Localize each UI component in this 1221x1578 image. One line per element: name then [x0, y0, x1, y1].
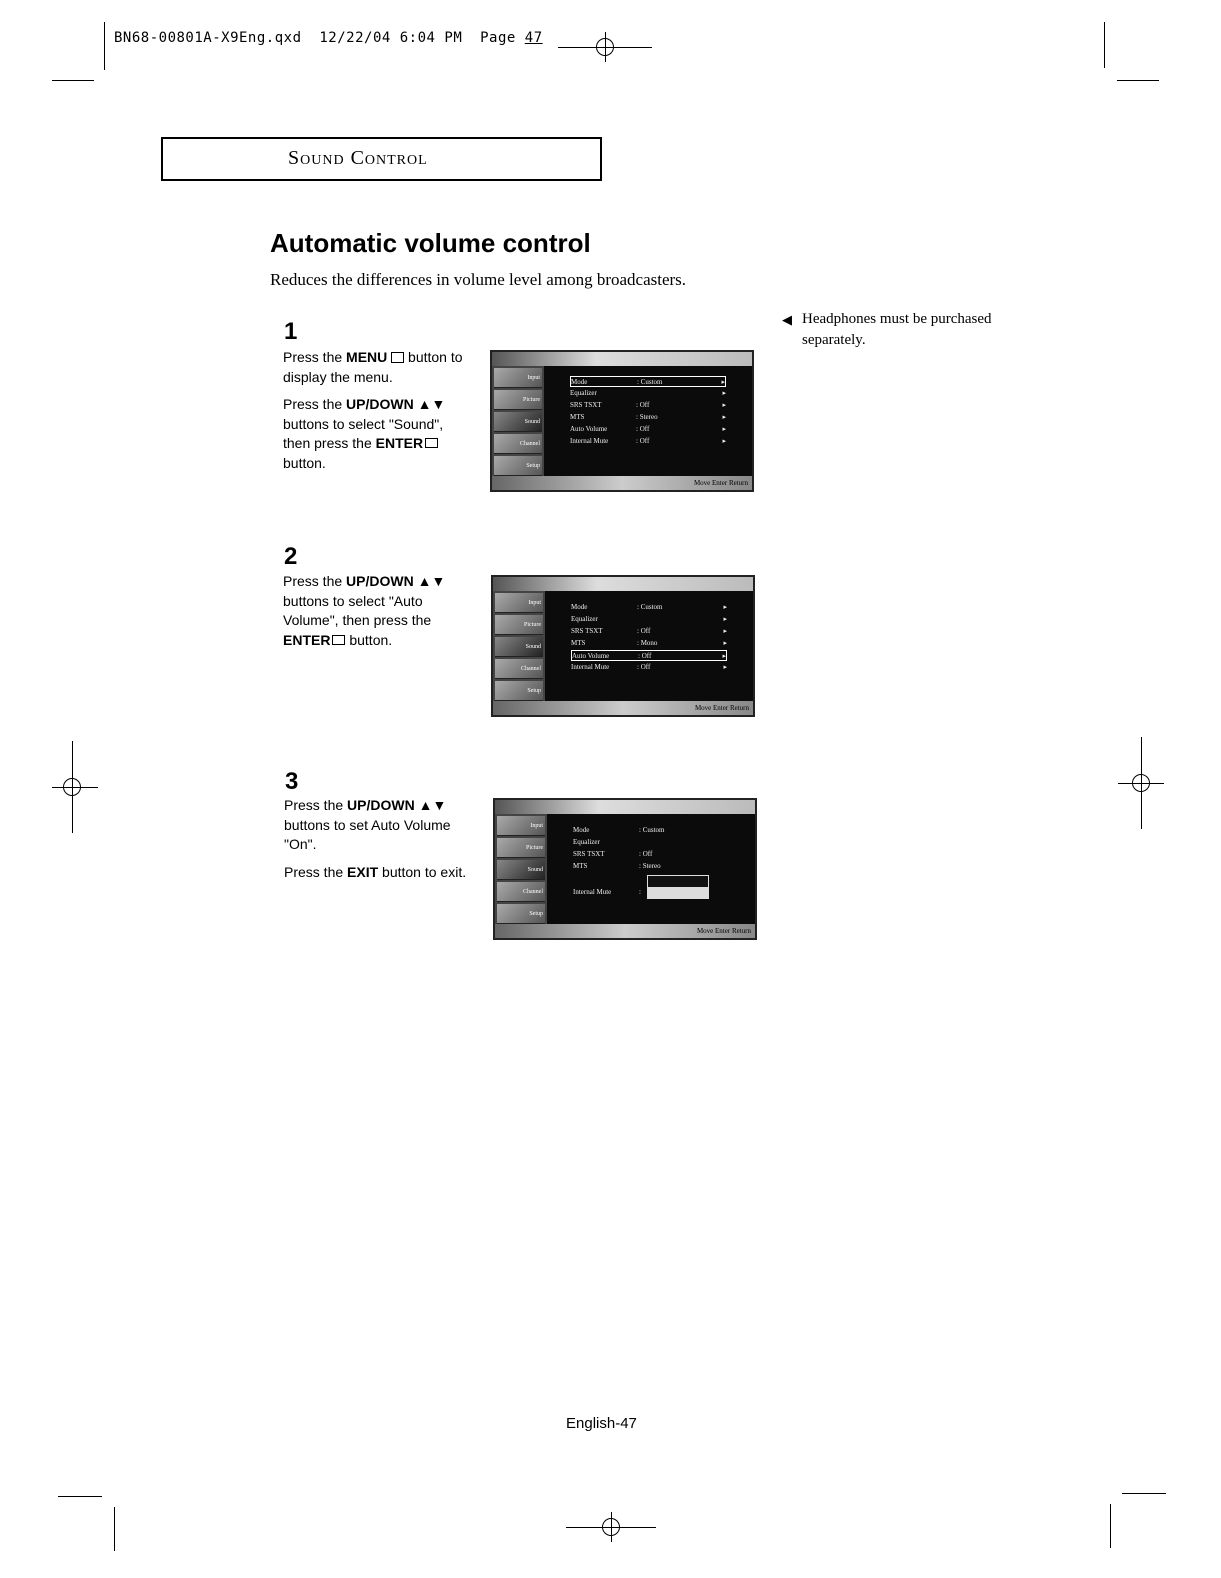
- osd-menu-row: Mode : Custom ▸: [571, 378, 725, 386]
- section-title: Sound Control: [288, 147, 428, 169]
- osd-sidebar: [493, 591, 545, 701]
- osd-menu-row: Auto Volume : Off ▸: [572, 652, 726, 660]
- osd-menu-row: Equalizer ▸: [570, 389, 726, 397]
- osd-menu-row: SRS TSXT : Off ▸: [571, 627, 727, 635]
- crop-mark: [52, 80, 94, 81]
- osd-menu-row: SRS TSXT : Off ▸: [570, 401, 726, 409]
- osd-menu-row: Auto Volume : Off ▸: [570, 425, 726, 433]
- crop-mark: [1117, 80, 1159, 81]
- osd-menu-row: Equalizer: [573, 838, 600, 846]
- osd-sidebar-item: Channel: [494, 434, 542, 454]
- osd-sidebar-item: Setup: [495, 681, 543, 701]
- osd-title-bar: [493, 577, 753, 591]
- menu-icon: [391, 352, 404, 363]
- crop-mark: [1122, 1493, 1166, 1494]
- crop-mark: [1110, 1504, 1111, 1548]
- crop-mark: [104, 22, 105, 70]
- osd-option: [648, 876, 708, 887]
- osd-sidebar: [492, 366, 544, 476]
- step-2-text: Press the UP/DOWN ▲▼ buttons to select "Auto Volume", then press the ENTER button.: [283, 573, 446, 648]
- step-1-text: Press the MENU button to display the menu. Press the UP/DOWN ▲▼ buttons to select "Sound", then press the ENTER button.: [283, 349, 463, 471]
- osd-sidebar-item: Input: [497, 816, 545, 836]
- osd-title-bar: [492, 352, 752, 366]
- step-number: 3: [285, 768, 299, 795]
- osd-sidebar-item: Sound: [497, 860, 545, 880]
- osd-bottom-bar: Move Enter Return: [493, 701, 753, 715]
- osd-screenshot: [491, 575, 755, 717]
- page-subtitle: Reduces the differences in volume level among broadcasters.: [270, 270, 687, 289]
- osd-sidebar: [495, 814, 547, 924]
- enter-icon: [332, 635, 345, 645]
- osd-menu-row: Mode : Custom: [573, 826, 665, 834]
- crop-mark: [1118, 783, 1164, 784]
- osd-sidebar-item: Sound: [494, 412, 542, 432]
- osd-menu-row: SRS TSXT : Off: [573, 850, 653, 858]
- osd-bottom-bar: Move Enter Return: [495, 924, 755, 938]
- osd-menu-row: Internal Mute : Off ▸: [571, 663, 727, 671]
- crop-mark: [114, 1507, 115, 1551]
- osd-menu-row: MTS : Stereo: [573, 862, 661, 870]
- osd-menu-row: Mode : Custom ▸: [571, 603, 727, 611]
- osd-option-popup: [647, 875, 709, 899]
- osd-screenshot: [493, 798, 757, 940]
- enter-icon: [425, 438, 438, 448]
- osd-menu-row: MTS : Stereo ▸: [570, 413, 726, 421]
- step-number: 2: [284, 543, 298, 570]
- page-footer: English-47: [566, 1415, 637, 1432]
- crop-mark: [58, 1496, 102, 1497]
- osd-screenshot: [490, 350, 754, 492]
- note-text: Headphones must be purchased separately.: [802, 311, 992, 348]
- triangle-left-icon: ◀: [782, 312, 792, 327]
- osd-sidebar-item: Input: [494, 368, 542, 388]
- osd-menu-row: Equalizer ▸: [571, 615, 727, 623]
- osd-sidebar-item: Picture: [497, 838, 545, 858]
- osd-sidebar-item: Setup: [494, 456, 542, 476]
- osd-menu-row: Internal Mute : Off ▸: [570, 437, 726, 445]
- osd-sidebar-item: Sound: [495, 637, 543, 657]
- osd-sidebar-item: Picture: [495, 615, 543, 635]
- osd-menu-row: MTS : Mono ▸: [571, 639, 727, 647]
- osd-sidebar-item: Channel: [495, 659, 543, 679]
- osd-title-bar: [495, 800, 755, 814]
- osd-sidebar-item: Input: [495, 593, 543, 613]
- registration-mark: [596, 1512, 626, 1542]
- crop-mark: [1104, 22, 1105, 68]
- osd-option-highlighted: [648, 887, 708, 898]
- crop-mark: [558, 47, 652, 48]
- file-header: BN68-00801A-X9Eng.qxd 12/22/04 6:04 PM Page 47: [114, 30, 543, 46]
- step-number: 1: [284, 318, 298, 345]
- osd-sidebar-item: Setup: [497, 904, 545, 924]
- osd-menu-row: Internal Mute :: [573, 888, 641, 896]
- crop-mark: [52, 787, 98, 788]
- osd-bottom-bar: Move Enter Return: [492, 476, 752, 490]
- osd-sidebar-item: Channel: [497, 882, 545, 902]
- side-note: [782, 309, 1042, 351]
- page-title: Automatic volume control: [270, 228, 591, 258]
- step-3-text: Press the UP/DOWN ▲▼ buttons to set Auto Volume "On". Press the EXIT button to exit.: [284, 797, 467, 880]
- osd-sidebar-item: Picture: [494, 390, 542, 410]
